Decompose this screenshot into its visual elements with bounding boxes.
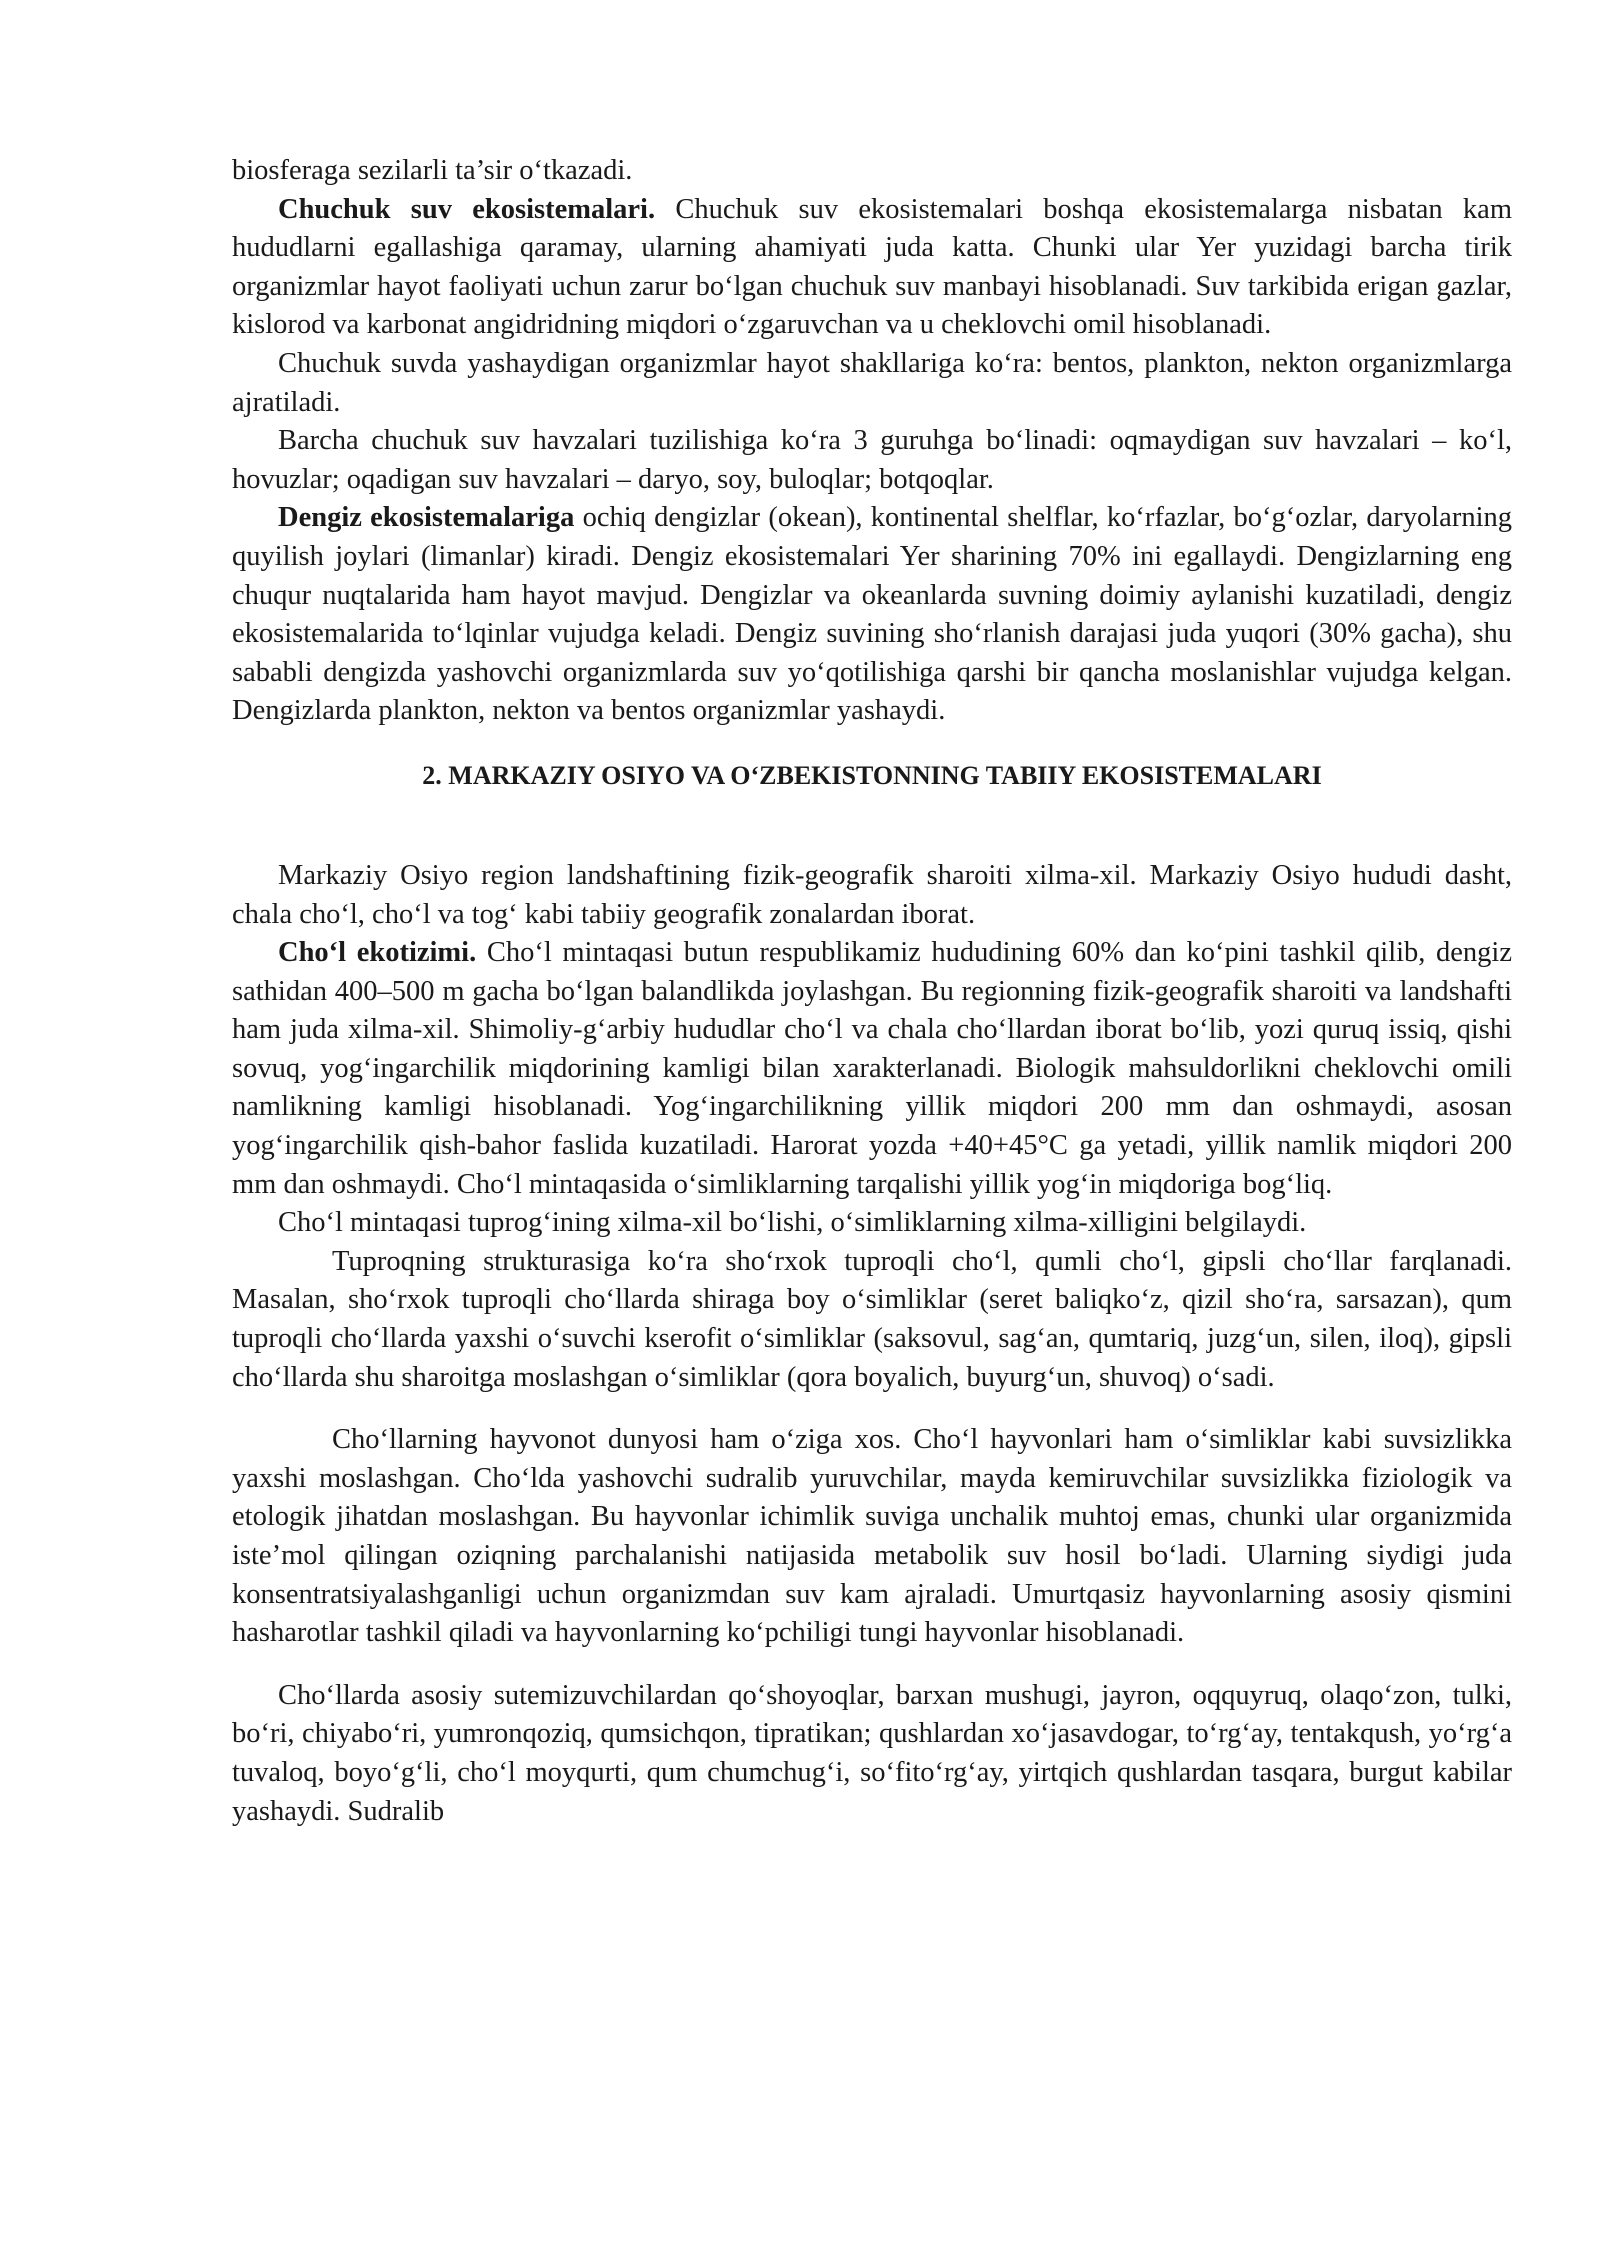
term-dengiz: Dengiz ekosistemalariga <box>278 502 575 534</box>
paragraph-tuproq-strukturasi: Tuproqning strukturasiga ko‘ra sho‘rxok tuproqli cho‘l, qumli cho‘l, gipsli cho‘llar farqlanadi. Masalan, sho‘rxok tuproqli cho‘llarda shiraga boy o‘simliklar (seret baliqko‘z, qizil sho‘ra, sarsazan), qum tuproqli cho‘llarda yaxshi o‘suvchi kserofit o‘simliklar (saksovul, sag‘an, qumtariq, juzg‘un, silen, iloq), gipsli cho‘llarda shu sharoitga moslashgan o‘simliklar (qora boyalich, buyurg‘un, shuvoq) o‘sadi. <box>232 1245 1512 1393</box>
term-chuchuk-suv: Chuchuk suv ekosistemalari. <box>278 193 656 225</box>
paragraph-hayot-shakllari: Chuchuk suvda yashaydigan organizmlar hayot shakllariga ko‘ra: bentos, plankton, nekton organizmlarga ajratiladi. <box>232 347 1512 418</box>
term-chol-ekotizimi: Cho‘l ekotizimi. <box>278 937 477 969</box>
document-page <box>232 152 1512 1831</box>
section-heading: 2. MARKAZIY OSIYO VA O‘ZBEKISTONNING TABIIY EKOSISTEMALARI <box>422 760 1322 790</box>
paragraph-tuproq-xilma-xil: Cho‘l mintaqasi tuprog‘ining xilma-xil bo‘lishi, o‘simliklarning xilma-xilligini belgilaydi. <box>278 1207 1307 1239</box>
paragraph-text: Chuchuk suv ekosistemalari boshqa ekosistemalarga nisbatan kam hududlarni egallashiga qaramay, ularning ahamiyati juda katta. Chunki ular Yer yuzidagi barcha tirik organizmlar hayot faoliyati uchun zarur bo‘lgan chuchuk suv manbayi hisoblanadi. Suv tarkibida erigan gazlar, kislorod va karbonat angidridning miqdori o‘zgaruvchan va u cheklovchi omil hisoblanadi. <box>232 193 1512 341</box>
paragraph-hayvonot-dunyosi: Cho‘llarning hayvonot dunyosi ham o‘ziga xos. Cho‘l hayvonlari ham o‘simliklar kabi suvsizlikka yaxshi moslashgan. Cho‘lda yashovchi sudralib yuruvchilar, mayda kemiruvchilar suvsizlikka fiziologik va etologik jihatdan moslashgan. Bu hayvonlar ichimlik suviga unchalik muhtoj emas, chunki ular organizmida iste’mol qilingan oziqning parchalanishi natijasida metabolik suv hosil bo‘ladi. Ularning siydigi juda konsentratsiyalashganligi uchun organizmdan suv kam ajraladi. Umurtqasiz hayvonlarning asosiy qismini hasharotlar tashkil qiladi va hayvonlarning ko‘pchiligi tungi hayvonlar hisoblanadi. <box>232 1424 1512 1649</box>
paragraph-text: ochiq dengizlar (okean), kontinental shelflar, ko‘rfazlar, bo‘g‘ozlar, daryolarning quyilish joylari (limanlar) kiradi. Dengiz ekosistemalari Yer sharining 70% ini egallaydi. Dengizlarning eng chuqur nuqtalarida ham hayot mavjud. Dengizlar va okeanlarda suvning doimiy aylanishi kuzatiladi, dengiz ekosistemalarida to‘lqinlar vujudga keladi. Dengiz suvining sho‘rlanish darajasi juda yuqori (30% gacha), shu sababli dengizda yashovchi organizmlarda suv yo‘qotilishiga qarshi bir qancha moslanishlar vujudga kelgan. Dengizlarda plankton, nekton va bentos organizmlar yashaydi. <box>232 502 1512 727</box>
paragraph-markaziy-osiyo: Markaziy Osiyo region landshaftining fizik-geografik sharoiti xilma-xil. Markaziy Osiyo hududi dasht, chala cho‘l, cho‘l va tog‘ kabi tabiiy geografik zonalardan iborat. <box>232 859 1512 930</box>
paragraph-0: biosferaga sezilarli ta’sir o‘tkazadi. <box>232 155 633 186</box>
paragraph-chol-ekotizimi <box>232 934 1512 1204</box>
paragraph-sutemizuvchilar: Cho‘llarda asosiy sutemizuvchilardan qo‘shoyoqlar, barxan mushugi, jayron, oqquyruq, olaqo‘zon, tulki, bo‘ri, chiyabo‘ri, yumronqoziq, qumsichqon, tipratikan; qushlardan xo‘jasavdogar, to‘rg‘ay, tentakqush, yo‘rg‘a tuvaloq, boyo‘g‘li, cho‘l moyqurti, qum chumchug‘i, so‘fito‘rg‘ay, yirtqich qushlardan tasqara, burgut kabilar yashaydi. Sudralib <box>232 1679 1512 1827</box>
paragraph-text: Cho‘l mintaqasi butun respublikamiz hududining 60% dan ko‘pini tashkil qilib, dengiz sathidan 400–500 m gacha bo‘lgan balandlikda joylashgan. Bu regionning fizik-geografik sharoiti va landshafti ham juda xilma-xil. Shimoliy-g‘arbiy hududlar cho‘l va chala cho‘llardan iborat bo‘lib, yozi quruq issiq, qishi sovuq, yog‘ingarchilik miqdorining kamligi bilan xarakterlanadi. Biologik mahsuldorlikni cheklovchi omili namlikning kamligi hisoblanadi. Yog‘ingarchilikning yillik miqdori 200 mm dan oshmaydi, asosan yog‘ingarchilik qish-bahor faslida kuzatiladi. Harorat yozda +40+45°C ga yetadi, yillik namlik miqdori 200 mm dan oshmaydi. Cho‘l mintaqasida o‘simliklarning tarqalishi yillik yog‘in miqdoriga bog‘liq. <box>232 937 1512 1200</box>
paragraph-chuchuk-suv <box>232 191 1512 345</box>
paragraph-dengiz <box>232 499 1512 731</box>
paragraph-suv-havzalari: Barcha chuchuk suv havzalari tuzilishiga ko‘ra 3 guruhga bo‘linadi: oqmaydigan suv havzalari – ko‘l, hovuzlar; oqadigan suv havzalari – daryo, soy, buloqlar; botqoqlar. <box>232 425 1512 495</box>
